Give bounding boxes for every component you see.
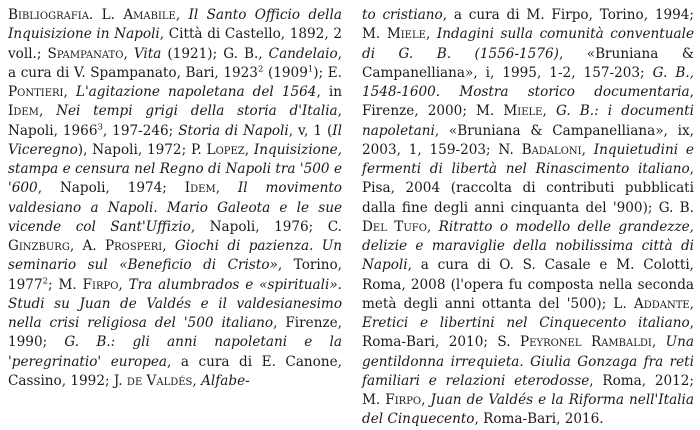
- text-run: ,: [215, 180, 238, 197]
- text-run: , Città di Castello, 1892, 2 voll.;: [8, 26, 342, 62]
- text-run: Ginzburg: [8, 238, 70, 254]
- text-run: ,: [426, 218, 439, 235]
- text-run: , a cura di V. Spampanato, Bari, 1923: [8, 45, 342, 81]
- text-run: Amabile: [123, 7, 176, 23]
- text-run: , a cura di O. S. Casale e M. Colotti, Roma, 2008 (l'opera fu composta nella seconda metà degli anni ottanta del '500); L.: [362, 257, 694, 312]
- text-run: Lopez: [206, 141, 245, 158]
- text-run: Il Santo Officio della Inquisizione in Napoli: [8, 7, 342, 43]
- text-run: Firpo: [385, 392, 422, 408]
- text-run: Idem: [8, 103, 39, 120]
- text-run: ,: [63, 84, 76, 100]
- text-run: Addante: [633, 295, 690, 312]
- text-run: , a cura di M. Firpo, Torino, 1994; M.: [362, 7, 694, 43]
- text-run: ,: [425, 26, 437, 43]
- text-run: , Firenze, 2000; M.: [362, 84, 694, 120]
- text-run: (1921); G. B.,: [161, 45, 269, 62]
- text-run: , Roma-Bari, 2010; S.: [362, 315, 694, 351]
- text-run: Pontieri: [8, 84, 64, 100]
- text-run: Candelaio: [268, 45, 338, 62]
- text-run: ,: [162, 238, 175, 254]
- text-run: , Torino, 1977: [8, 257, 342, 293]
- text-run: ,: [38, 103, 57, 120]
- text-run: ,: [118, 276, 129, 293]
- text-run: Ritratto o modello delle grandezze, delizie e maraviglie della nobilissima città di Napoli: [362, 218, 694, 274]
- text-run: ), Napoli, 1972; P.: [77, 141, 207, 158]
- text-run: ,: [175, 7, 189, 23]
- text-run: Firpo: [82, 276, 119, 293]
- text-run: , Pisa, 2004 (raccolta di contributi pubblicati dalla fine degli anni cinquanta del '900); G. B.: [362, 161, 694, 216]
- text-run: ,: [651, 334, 666, 351]
- text-run: Tra alumbrados e «spirituali». Studi su Juan de Valdés e il valdesianesimo nella crisi religiosa del '500 italiano: [8, 276, 342, 331]
- text-run: , Napoli, 1976; C.: [190, 218, 342, 235]
- text-run: , Roma-Bari, 2016.: [474, 411, 604, 428]
- text-run: ,: [542, 103, 556, 120]
- text-run: ; M.: [48, 276, 83, 293]
- text-run: 3: [97, 121, 103, 132]
- text-run: , Napoli, 1966: [8, 103, 342, 139]
- text-run: Alfabe-: [201, 372, 250, 389]
- text-run: Juan de Valdés e la Riforma nell'Italia del Cinquecento: [362, 392, 694, 428]
- text-run: Del Tufo: [362, 218, 427, 235]
- text-run: Vita: [133, 45, 162, 62]
- text-run: ); E.: [313, 64, 342, 81]
- text-run: Peyronel Rambaldi: [520, 334, 652, 351]
- text-run: Inquietudini e fermenti di libertà nel Rinascimento italiano: [362, 141, 694, 177]
- text-run: Spampanato: [47, 45, 124, 62]
- text-run: Il movimento valdesiano a Napoli. Mario Galeota e le sue vicende col Sant'Uffizio: [8, 180, 342, 235]
- text-run: Giochi di pazienza. Un seminario sul «Beneficio di Cristo»: [8, 238, 342, 274]
- text-run: to cristiano: [362, 7, 443, 23]
- text-run: , Roma, 2012; M.: [362, 372, 694, 408]
- text-run: , Firenze, 1990;: [8, 315, 342, 351]
- text-run: Inquisizione, stampa e censura nel Regno di Napoli tra '500 e '600: [8, 141, 342, 197]
- text-run: 2: [257, 64, 264, 75]
- text-run: ,: [421, 392, 431, 408]
- text-run: ,: [244, 141, 254, 158]
- text-run: 1: [307, 64, 314, 75]
- text-run: ,: [123, 45, 134, 62]
- bibliography-text-right: [362, 6, 694, 430]
- text-run: L.: [93, 7, 124, 23]
- text-run: Miele: [503, 103, 543, 120]
- text-run: Una gentildonna irrequieta. Giulia Gonzaga fra reti familiari e relazioni eterodosse: [362, 334, 694, 389]
- text-run: ,: [581, 141, 594, 158]
- text-run: , 197-246;: [102, 122, 179, 139]
- text-run: , «Bruniana & Campanelliana», ix, 2003, 1, 159-203; N.: [362, 122, 694, 158]
- text-run: (1909: [263, 64, 308, 81]
- bibliography-column-left: [8, 6, 342, 391]
- text-run: G. B., 1548-1600. Mostra storico documentaria: [362, 64, 694, 100]
- text-run: ,: [689, 295, 694, 312]
- bibliography-text-left: [8, 6, 342, 391]
- text-run: Eretici e libertini nel Cinquecento italiano: [362, 315, 690, 331]
- text-run: 2: [42, 275, 49, 286]
- text-run: Storia di Napoli: [178, 122, 289, 139]
- text-run: , A.: [69, 238, 105, 254]
- text-run: Bibliografia.: [8, 7, 94, 23]
- bibliography-column-right: [362, 6, 694, 430]
- text-run: Idem: [184, 180, 216, 197]
- text-run: , v, 1 (: [288, 122, 333, 139]
- text-run: de Valdés: [126, 372, 193, 389]
- text-run: L'agitazione napoletana del 1564: [75, 84, 317, 100]
- text-run: G. B.: i documenti napoletani: [362, 103, 694, 139]
- text-run: G. B.: gli anni napoletani e la 'peregrinatio' europea: [8, 334, 342, 370]
- text-run: Prosperi: [104, 238, 163, 254]
- text-run: ,: [192, 372, 202, 389]
- text-run: Miele: [386, 26, 426, 43]
- text-run: , «Bruniana & Campanelliana», i, 1995, 1-2, 157-203;: [362, 45, 694, 81]
- text-run: Il Viceregno: [8, 122, 342, 158]
- text-run: Badaloni: [521, 141, 582, 158]
- text-run: , Napoli, 1974;: [37, 180, 185, 197]
- text-run: Nei tempi grigi della storia d'Italia: [56, 103, 338, 120]
- text-run: , a cura di E. Canone, Cassino, 1992; J.: [8, 353, 342, 389]
- text-run: Indagini sulla comunità conventuale di G. B. (1556-1576): [362, 26, 694, 62]
- text-run: , in: [316, 84, 342, 100]
